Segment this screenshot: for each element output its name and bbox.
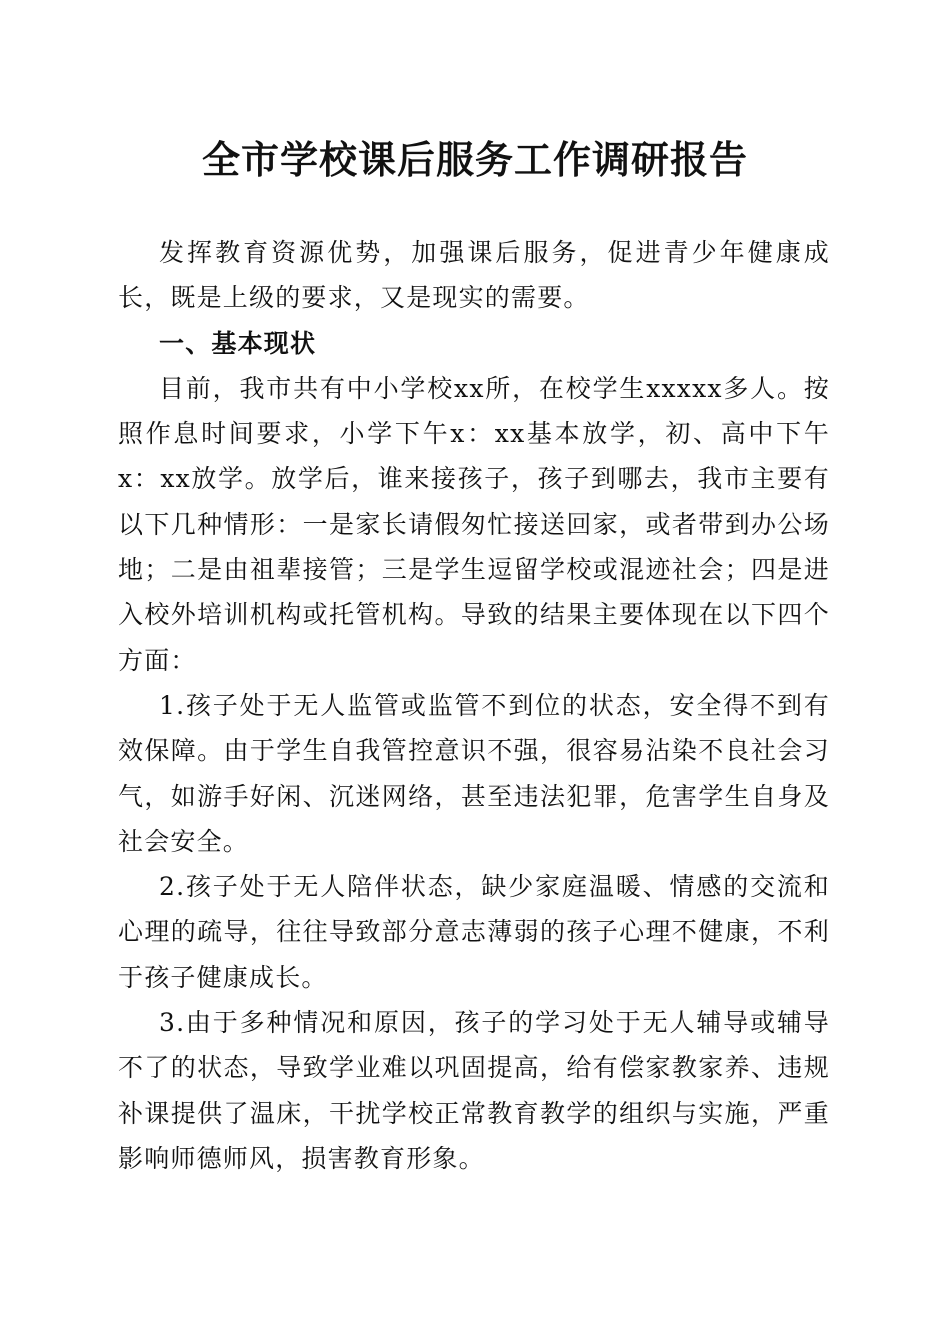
list-item-3: 3.由于多种情况和原因，孩子的学习处于无人辅导或辅导不了的状态，导致学业难以巩固提高，给有偿家教家养、违规补课提供了温床，干扰学校正常教育教学的组织与实施，严重影响师德师风，损害教育形象。 (118, 1008, 830, 1173)
list-item-2: 2.孩子处于无人陪伴状态，缺少家庭温暖、情感的交流和心理的疏导，往往导致部分意志薄弱的孩子心理不健康，不利于孩子健康成长。 (118, 872, 830, 992)
intro-paragraph: 发挥教育资源优势，加强课后服务，促进青少年健康成长，既是上级的要求，又是现实的需要。 (118, 238, 830, 313)
status-paragraph: 目前，我市共有中小学校xx所，在校学生xxxxx多人。按照作息时间要求，小学下午x：xx基本放学，初、高中下午x：xx放学。放学后，谁来接孩子，孩子到哪去，我市主要有以下几种情形：一是家长请假匆忙接送回家，或者带到办公场地；二是由祖辈接管；三是学生逗留学校或混迹社会；四是进入校外培训机构或托管机构。导致的结果主要体现在以下四个方面： (118, 373, 830, 675)
section-heading-basic-status: 一、基本现状 (159, 328, 317, 358)
document-body (118, 230, 830, 1181)
list-item-1: 1.孩子处于无人监管或监管不到位的状态，安全得不到有效保障。由于学生自我管控意识不强，很容易沾染不良社会习气，如游手好闲、沉迷网络，甚至违法犯罪，危害学生自身及社会安全。 (118, 690, 830, 856)
document-title: 全市学校课后服务工作调研报告 (201, 137, 748, 182)
